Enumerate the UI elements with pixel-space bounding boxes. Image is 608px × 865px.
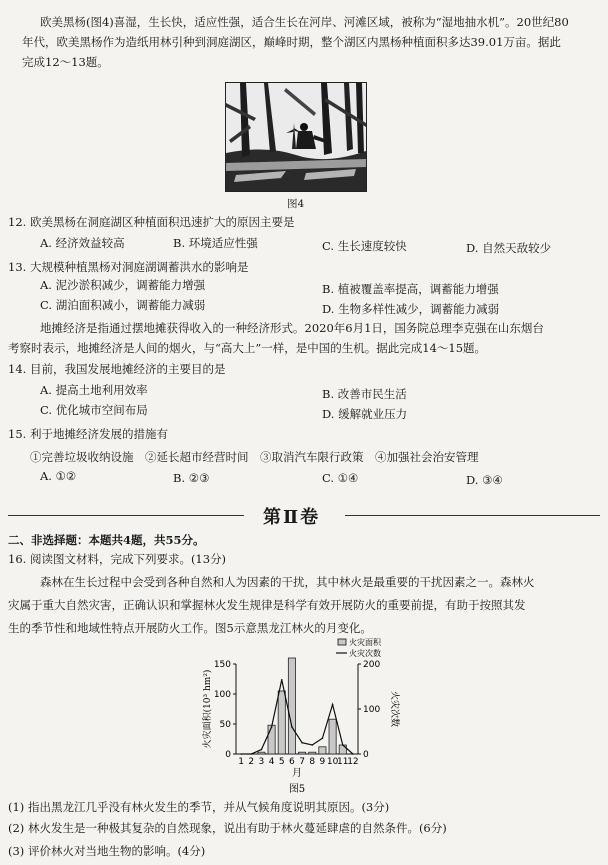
y-left-tick-label: 150 [213, 660, 231, 670]
x-tick-label: 4 [268, 757, 275, 767]
q15-items: ①完善垃圾收纳设施 ②延长超市经营时间 ③取消汽车限行政策 ④加强社会治安管理 [30, 450, 479, 464]
q16-para-line-2: 灾属于重大自然灾害，正确认识和掌握林火发生规律是科学有效开展防火的重要前提，有助于按照其发 [8, 598, 526, 612]
legend-area-label: 火灾面积 [349, 638, 381, 647]
x-tick-label: 3 [258, 757, 265, 767]
q15-stem: 15. 利于地摊经济发展的措施有 [8, 427, 168, 441]
y-right-tick-label: 200 [363, 660, 381, 670]
fire-count-point [352, 753, 354, 755]
q13-option-a[interactable]: A. 泥沙淤积减少，调蓄能力增强 [40, 278, 206, 292]
q16-sub-3: (3) 评价林火对当地生物的影响。(4分) [8, 844, 206, 858]
x-tick-label: 12 [347, 757, 359, 767]
fire-area-bar [299, 752, 306, 754]
fire-count-point [301, 742, 303, 744]
q15-option-d[interactable]: D. ③④ [466, 473, 503, 487]
fire-count-point [291, 726, 293, 728]
legend-count-label: 火灾次数 [349, 649, 381, 658]
fire-area-bar [339, 745, 346, 754]
fire-area-bar [278, 691, 285, 754]
q13-option-c[interactable]: C. 湖泊面积减小，调蓄能力减弱 [40, 298, 206, 312]
x-tick-label: 2 [248, 757, 255, 767]
fire-count-point [332, 704, 334, 706]
q12-stem: 12. 欧美黑杨在洞庭湖区种植面积迅速扩大的原因主要是 [8, 215, 295, 229]
intro-line-2: 年代，欧美黑杨作为造纸用林引种到洞庭湖区，巅峰时期，整个湖区内黑杨种植面积多达39.01万亩。据此 [22, 35, 561, 49]
fire-area-bar [309, 752, 316, 754]
section2-title: 第Ⅱ卷 [263, 507, 321, 528]
y-right-tick-label: 100 [363, 705, 381, 715]
x-tick-label: 5 [278, 757, 285, 767]
fire-count-point [311, 744, 313, 746]
fire-count-point [261, 749, 263, 751]
figure4-image [225, 82, 367, 192]
fire-count-point [250, 753, 252, 755]
fire-count-point [342, 744, 344, 746]
q16-sub-1: (1) 指出黑龙江几乎没有林火发生的季节，并从气候角度说明其原因。(3分) [8, 800, 390, 814]
section-divider-left [8, 515, 244, 516]
section-divider-right [345, 515, 600, 516]
q12-option-c[interactable]: C. 生长速度较快 [322, 239, 407, 253]
poplar-woodcut-illustration [226, 83, 366, 191]
q16-sub-2: (2) 林火发生是一种极其复杂的自然现象，说出有助于林火蔓延肆虐的自然条件。(6分) [8, 821, 447, 835]
q14-option-d[interactable]: D. 缓解就业压力 [322, 407, 408, 421]
y-left-axis-label: 火灾面积(10³ hm²) [203, 669, 213, 749]
x-tick-label: 10 [326, 757, 339, 767]
figure5-chart [200, 636, 400, 795]
fire-area-bar [288, 658, 295, 754]
q14-option-a[interactable]: A. 提高土地利用效率 [40, 383, 148, 397]
fire-area-bar [329, 719, 336, 754]
fire-area-bar [319, 747, 326, 754]
q16-para-line-1: 森林在生长过程中会受到各种自然和人为因素的干扰，其中林火是最重要的干扰因素之一。森林火 [40, 575, 535, 589]
q16-para-line-3: 生的季节性和地域性特点开展防火工作。图5示意黑龙江林火的月变化。 [8, 621, 372, 635]
q12-option-a[interactable]: A. 经济效益较高 [40, 236, 125, 250]
passage2-line-2: 考察时表示，地摊经济是人间的烟火，与“高大上”一样，是中国的生机。据此完成14～15题。 [8, 341, 487, 355]
y-left-tick-label: 0 [225, 750, 231, 760]
q14-option-c[interactable]: C. 优化城市空间布局 [40, 403, 148, 417]
fire-count-point [322, 737, 324, 739]
q14-option-b[interactable]: B. 改善市民生活 [322, 387, 407, 401]
q16-stem: 16. 阅读图文材料，完成下列要求。(13分) [8, 552, 227, 566]
fire-count-point [281, 679, 283, 681]
q15-option-a[interactable]: A. ①② [40, 469, 77, 483]
fire-count-point [240, 753, 242, 755]
x-tick-label: 6 [289, 757, 295, 767]
q12-option-b[interactable]: B. 环境适应性强 [173, 236, 258, 250]
x-tick-label: 11 [337, 757, 349, 767]
x-axis-label: 月 [292, 768, 302, 779]
q15-option-b[interactable]: B. ②③ [173, 471, 210, 485]
intro-line-1: 欧美黑杨(图4)喜湿，生长快，适应性强，适合生长在河岸、河滩区域，被称为“湿地抽水机”。20世纪80 [40, 15, 569, 29]
y-left-tick-label: 50 [219, 720, 231, 730]
figure5-caption: 图5 [288, 784, 306, 795]
q12-option-d[interactable]: D. 自然天敌较少 [466, 241, 552, 255]
y-right-tick-label: 0 [363, 750, 369, 760]
x-tick-label: 9 [319, 757, 326, 767]
x-tick-label: 8 [309, 757, 316, 767]
q14-stem: 14. 目前，我国发展地摊经济的主要目的是 [8, 362, 226, 376]
section2-heading: 二、非选择题：本题共4题，共55分。 [8, 533, 205, 547]
passage2-line-1: 地摊经济是指通过摆地摊获得收入的一种经济形式。2020年6月1日，国务院总理李克强在山东烟台 [40, 321, 544, 335]
legend-area-swatch [338, 639, 346, 645]
fire-area-bar [268, 725, 275, 754]
x-tick-label: 7 [299, 757, 305, 767]
figure4-caption: 图4 [287, 198, 305, 210]
y-left-tick-label: 100 [213, 690, 231, 700]
q13-option-b[interactable]: B. 植被覆盖率提高，调蓄能力增强 [322, 282, 499, 296]
x-tick-label: 1 [238, 757, 244, 767]
intro-line-3: 完成12～13题。 [22, 55, 109, 69]
q13-option-d[interactable]: D. 生物多样性减少，调蓄能力减弱 [322, 302, 500, 316]
q15-option-c[interactable]: C. ①④ [322, 471, 359, 485]
fire-count-point [271, 726, 273, 728]
q13-stem: 13. 大规模种植黑杨对洞庭湖调蓄洪水的影响是 [8, 260, 249, 274]
fire-area-bar [258, 752, 265, 754]
y-right-axis-label: 火灾次数 [389, 690, 399, 728]
